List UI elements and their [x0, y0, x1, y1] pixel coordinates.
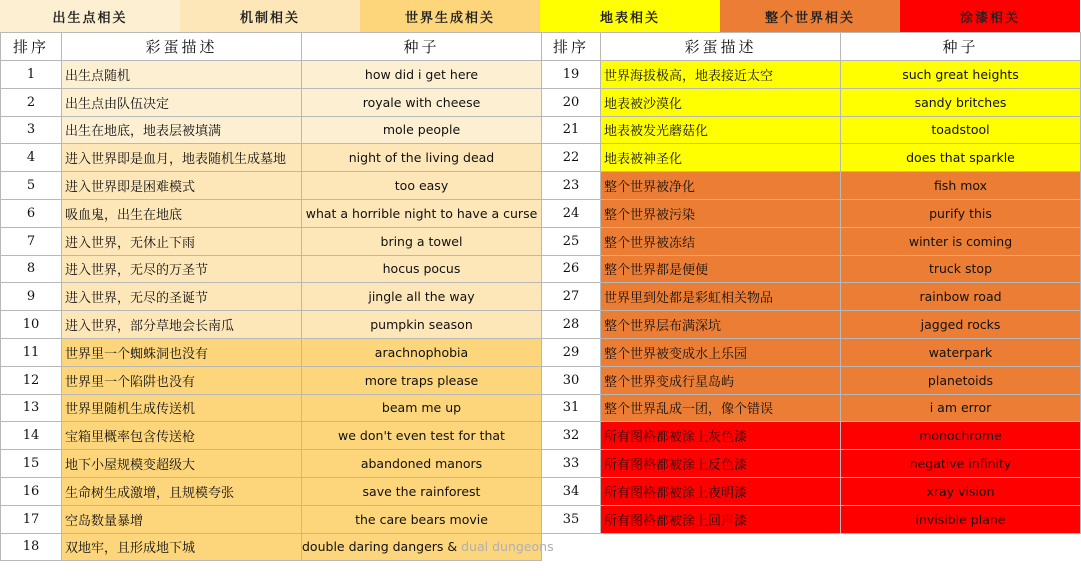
- seed-text: pumpkin season: [370, 317, 473, 333]
- row-seed: [841, 338, 1081, 366]
- row-description: 整个世界变成行星岛屿: [601, 366, 841, 394]
- row-description: 整个世界乱成一团，像个错误: [601, 394, 841, 422]
- row-seed: [841, 88, 1081, 116]
- seed-text: truck stop: [928, 261, 993, 277]
- seed-text: double daring dangers &: [302, 539, 458, 555]
- row-seed: [302, 338, 542, 366]
- row-description: 整个世界被净化: [601, 172, 841, 200]
- row-index: 10: [1, 311, 62, 339]
- row-index: 23: [542, 172, 601, 200]
- seed-text: bring a towel: [380, 233, 463, 249]
- seed-text-alt: dual dungeons: [461, 539, 554, 555]
- row-description: 整个世界被变成水上乐园: [601, 338, 841, 366]
- row-seed: [841, 422, 1081, 450]
- seed-text: i am error: [929, 400, 992, 416]
- table-row: [1, 422, 542, 450]
- row-description: 进入世界即是血月，地表随机生成墓地: [62, 144, 302, 172]
- table-row: [542, 477, 1081, 505]
- table-row: [1, 450, 542, 478]
- row-index: 18: [1, 533, 62, 561]
- row-seed: [841, 199, 1081, 227]
- row-index: 32: [542, 422, 601, 450]
- row-index: 20: [542, 88, 601, 116]
- header-description: 彩蛋描述: [62, 33, 302, 61]
- row-seed: [302, 116, 542, 144]
- row-description: 地表被发光蘑菇化: [601, 116, 841, 144]
- row-seed: [841, 366, 1081, 394]
- row-description: 进入世界即是困难模式: [62, 172, 302, 200]
- row-description: 出生在地底，地表层被填满: [62, 116, 302, 144]
- table-row: [1, 199, 542, 227]
- row-description: 双地牢，且形成地下城: [62, 533, 302, 561]
- row-description: 所有图格都被涂上回声漆: [601, 505, 841, 533]
- table-row: [542, 394, 1081, 422]
- seed-text: monochrome: [919, 428, 1002, 444]
- legend-mechanics: 机制相关: [180, 0, 360, 32]
- seed-text: the care bears movie: [355, 511, 488, 527]
- row-seed: [302, 144, 542, 172]
- table-row: [542, 255, 1081, 283]
- header-seed: 种子: [302, 33, 542, 61]
- row-description: 整个世界被污染: [601, 199, 841, 227]
- table-row: [1, 533, 542, 561]
- row-index: 1: [1, 61, 62, 89]
- seed-text: hocus pocus: [382, 261, 461, 277]
- row-seed: [302, 366, 542, 394]
- row-description: 世界海拔极高，地表接近太空: [601, 61, 841, 89]
- legend-whole-world: 整个世界相关: [720, 0, 900, 32]
- table-row: [542, 505, 1081, 533]
- table-header-row: [1, 33, 542, 61]
- seed-text: too easy: [394, 178, 449, 194]
- seed-text: such great heights: [902, 66, 1019, 82]
- header-index: 排序: [542, 33, 601, 61]
- row-seed: [302, 533, 554, 561]
- legend-paint: 涂漆相关: [900, 0, 1080, 32]
- seed-text: what a horrible night to have a curse: [305, 205, 538, 221]
- row-description: 宝箱里概率包含传送枪: [62, 422, 302, 450]
- row-seed: [302, 172, 542, 200]
- row-index: 14: [1, 422, 62, 450]
- row-seed: [302, 505, 542, 533]
- row-seed: [841, 477, 1081, 505]
- seed-text: does that sparkle: [906, 150, 1015, 166]
- row-index: 8: [1, 255, 62, 283]
- seed-text: jagged rocks: [920, 317, 1001, 333]
- row-index: 33: [542, 450, 601, 478]
- row-seed: [841, 283, 1081, 311]
- row-seed: [841, 172, 1081, 200]
- header-index: 排序: [1, 33, 62, 61]
- row-description: 世界里一个蜘蛛洞也没有: [62, 338, 302, 366]
- category-legend: [0, 0, 1080, 32]
- table-row: [1, 311, 542, 339]
- row-seed: [302, 422, 542, 450]
- seed-text: winter is coming: [908, 233, 1013, 249]
- row-index: 24: [542, 199, 601, 227]
- table-row: [1, 338, 542, 366]
- row-description: 世界里随机生成传送机: [62, 394, 302, 422]
- row-index: 31: [542, 394, 601, 422]
- row-index: 25: [542, 227, 601, 255]
- table-row: [542, 116, 1081, 144]
- row-index: 34: [542, 477, 601, 505]
- row-index: 3: [1, 116, 62, 144]
- table-row: [542, 338, 1081, 366]
- seed-text: abandoned manors: [360, 456, 483, 472]
- row-index: 28: [542, 311, 601, 339]
- table-row: [542, 283, 1081, 311]
- table-row: [542, 366, 1081, 394]
- table-row: [1, 172, 542, 200]
- seed-text: planetoids: [927, 372, 994, 388]
- row-index: 35: [542, 505, 601, 533]
- row-description: 整个世界被冻结: [601, 227, 841, 255]
- seed-text: royale with cheese: [362, 94, 481, 110]
- row-description: 进入世界，无尽的万圣节: [62, 255, 302, 283]
- row-seed: [841, 61, 1081, 89]
- row-description: 出生点随机: [62, 61, 302, 89]
- seed-text: fish mox: [933, 178, 988, 194]
- seed-text: invisible plane: [915, 511, 1006, 527]
- seed-text: beam me up: [381, 400, 462, 416]
- row-description: 空岛数量暴增: [62, 505, 302, 533]
- seed-text: negative infinity: [909, 456, 1012, 472]
- table-row: [1, 366, 542, 394]
- header-description: 彩蛋描述: [601, 33, 841, 61]
- row-index: 9: [1, 283, 62, 311]
- row-index: 13: [1, 394, 62, 422]
- header-seed: 种子: [841, 33, 1081, 61]
- seed-text: rainbow road: [919, 289, 1002, 305]
- row-index: 19: [542, 61, 601, 89]
- legend-surface: 地表相关: [540, 0, 720, 32]
- table-row: [542, 199, 1081, 227]
- row-description: 地表被沙漠化: [601, 88, 841, 116]
- row-index: 26: [542, 255, 601, 283]
- row-seed: [302, 61, 542, 89]
- row-index: 21: [542, 116, 601, 144]
- row-description: 进入世界，部分草地会长南瓜: [62, 311, 302, 339]
- table-row: [542, 144, 1081, 172]
- table-row: [542, 227, 1081, 255]
- row-description: 整个世界都是便便: [601, 255, 841, 283]
- row-description: 吸血鬼，出生在地底: [62, 199, 302, 227]
- seed-text: we don't even test for that: [338, 428, 505, 444]
- row-description: 整个世界层布满深坑: [601, 311, 841, 339]
- row-index: 17: [1, 505, 62, 533]
- seed-text: how did i get here: [364, 66, 479, 82]
- row-index: 2: [1, 88, 62, 116]
- table-row: [1, 394, 542, 422]
- row-seed: [302, 311, 542, 339]
- row-index: 12: [1, 366, 62, 394]
- seed-text: arachnophobia: [374, 344, 469, 360]
- row-seed: [302, 283, 542, 311]
- row-seed: [841, 227, 1081, 255]
- row-seed: [302, 450, 542, 478]
- table-row: [542, 172, 1081, 200]
- row-seed: [841, 311, 1081, 339]
- row-description: 地下小屋规模变超级大: [62, 450, 302, 478]
- table-row: [1, 477, 542, 505]
- table-row: [542, 311, 1081, 339]
- row-description: 出生点由队伍决定: [62, 88, 302, 116]
- row-index: 6: [1, 199, 62, 227]
- seed-text: more traps please: [364, 372, 479, 388]
- table-row: [1, 283, 542, 311]
- row-index: 4: [1, 144, 62, 172]
- seed-text: sandy britches: [914, 94, 1007, 110]
- row-description: 生命树生成激增，且规模夸张: [62, 477, 302, 505]
- row-seed: [302, 477, 542, 505]
- row-index: 5: [1, 172, 62, 200]
- seed-text: purify this: [929, 205, 992, 221]
- row-seed: [302, 227, 542, 255]
- row-index: 16: [1, 477, 62, 505]
- table-row: [1, 144, 542, 172]
- row-seed: [841, 505, 1081, 533]
- legend-spawn: 出生点相关: [0, 0, 180, 32]
- row-index: 7: [1, 227, 62, 255]
- table-row: [542, 450, 1081, 478]
- table-row: [1, 61, 542, 89]
- row-description: 进入世界，无休止下雨: [62, 227, 302, 255]
- seed-table-left: [0, 32, 554, 561]
- table-row: [1, 505, 542, 533]
- seed-text: night of the living dead: [348, 150, 495, 166]
- seed-text: jingle all the way: [368, 289, 475, 305]
- seed-text: toadstool: [931, 122, 990, 138]
- seed-text: waterpark: [928, 344, 993, 360]
- table-row: [1, 255, 542, 283]
- table-row: [1, 116, 542, 144]
- seed-text: mole people: [382, 122, 461, 138]
- table-row: [542, 422, 1081, 450]
- seed-table-right: [541, 32, 1081, 534]
- row-description: 世界里到处都是彩虹相关物品: [601, 283, 841, 311]
- row-index: 29: [542, 338, 601, 366]
- row-index: 27: [542, 283, 601, 311]
- row-description: 所有图格都被涂上反色漆: [601, 450, 841, 478]
- row-index: 11: [1, 338, 62, 366]
- legend-worldgen: 世界生成相关: [360, 0, 540, 32]
- row-seed: [841, 394, 1081, 422]
- row-index: 22: [542, 144, 601, 172]
- seed-text: save the rainforest: [362, 483, 481, 499]
- seed-text: xray vision: [926, 483, 995, 499]
- row-seed: [302, 255, 542, 283]
- row-seed: [841, 116, 1081, 144]
- table-row: [1, 227, 542, 255]
- row-description: 进入世界，无尽的圣诞节: [62, 283, 302, 311]
- table-header-row: [542, 33, 1081, 61]
- table-row: [542, 61, 1081, 89]
- table-row: [542, 88, 1081, 116]
- row-seed: [841, 255, 1081, 283]
- table-row: [1, 88, 542, 116]
- row-description: 地表被神圣化: [601, 144, 841, 172]
- row-seed: [302, 394, 542, 422]
- row-index: 15: [1, 450, 62, 478]
- row-description: 所有图格都被涂上夜明漆: [601, 477, 841, 505]
- row-description: 所有图格都被涂上灰色漆: [601, 422, 841, 450]
- row-seed: [841, 144, 1081, 172]
- row-seed: [302, 88, 542, 116]
- row-description: 世界里一个陷阱也没有: [62, 366, 302, 394]
- row-seed: [302, 199, 542, 227]
- row-index: 30: [542, 366, 601, 394]
- row-seed: [841, 450, 1081, 478]
